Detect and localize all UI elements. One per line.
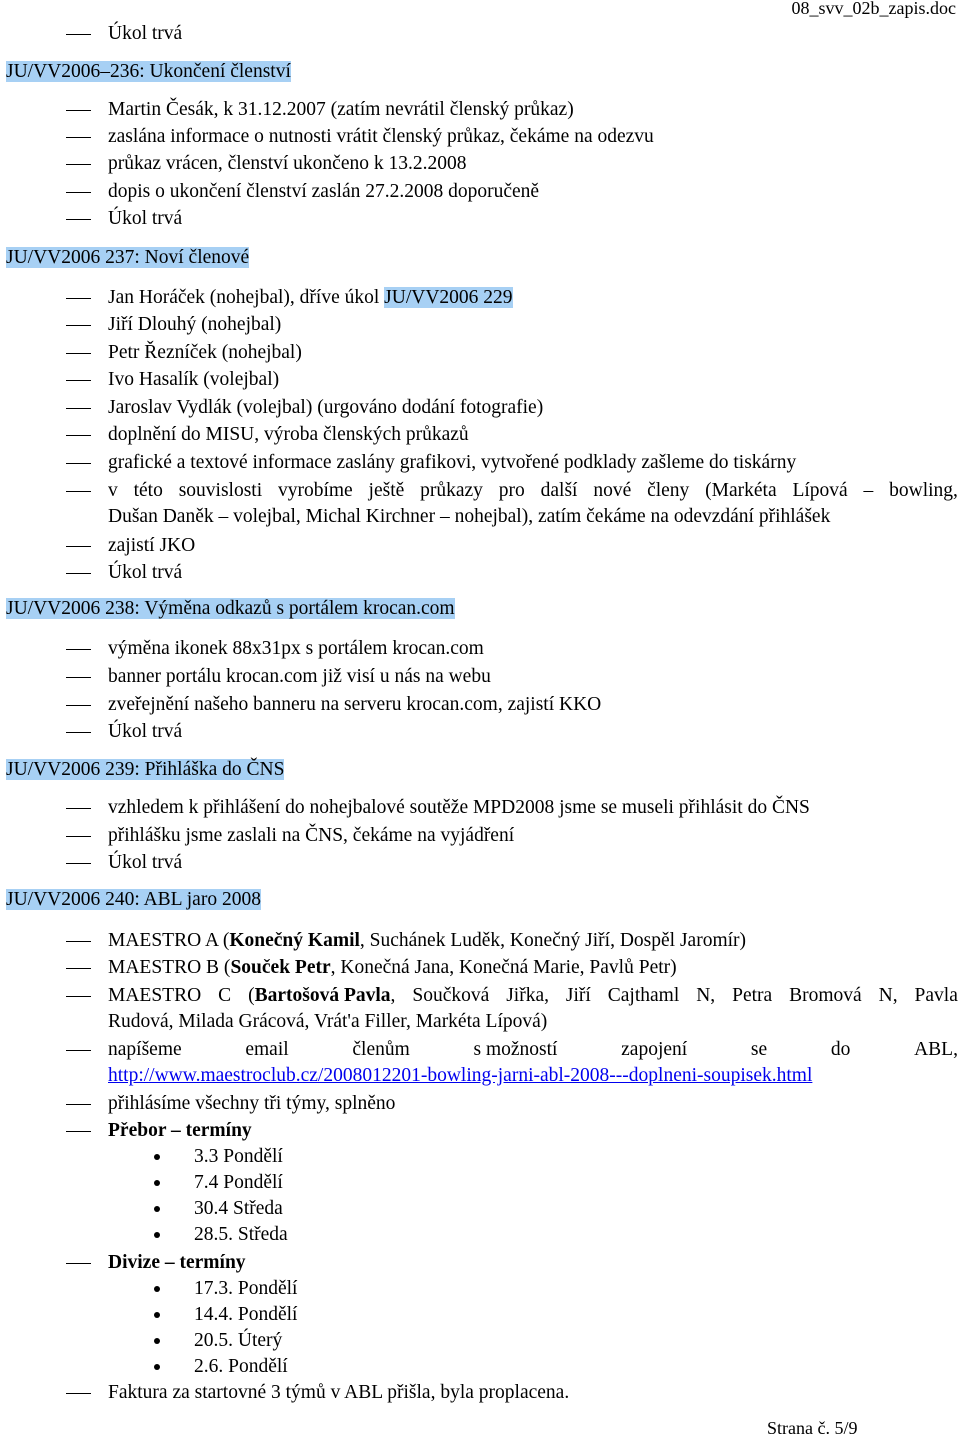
date-item: 2.6. Pondělí	[194, 1356, 288, 1377]
dash-marker	[66, 941, 91, 942]
dash-marker	[66, 649, 91, 650]
list-item: Ivo Hasalík (volejbal)	[108, 369, 280, 390]
dash-marker	[66, 1263, 91, 1264]
bullet-icon	[154, 1338, 160, 1344]
section-heading-240: JU/VV2006 240: ABL jaro 2008	[6, 889, 261, 910]
list-item: dopis o ukončení členství zaslán 27.2.2008 doporučeně	[108, 181, 540, 202]
divize-title: Divize – termíny	[108, 1252, 246, 1273]
section-heading-237: JU/VV2006 237: Noví členové	[6, 247, 250, 268]
section-heading-238: JU/VV2006 238: Výměna odkazů s portálem krocan.com	[6, 598, 455, 619]
status-item: Úkol trvá	[108, 852, 183, 873]
list-item: grafické a textové informace zaslány grafikovi, vytvořené podklady zašleme do tiskárny	[108, 452, 797, 473]
dash-marker	[66, 863, 91, 864]
list-item: banner portálu krocan.com již visí u nás na webu	[108, 666, 491, 687]
dash-marker	[66, 1050, 91, 1051]
status-item: Úkol trvá	[108, 562, 183, 583]
date-item: 30.4 Středa	[194, 1198, 283, 1219]
list-item: zaslána informace o nutnosti vrátit členský průkaz, čekáme na odezvu	[108, 126, 654, 147]
bullet-icon	[154, 1232, 160, 1238]
justified-row: v této souvislosti vyrobíme ještě průkazy pro další nové členy (Markéta Lípová – bowling,	[108, 480, 958, 501]
list-item-email	[108, 1037, 958, 1089]
list-item: Faktura za startovné 3 týmů v ABL přišla, byla proplacena.	[108, 1382, 570, 1403]
dash-marker	[66, 353, 91, 354]
dash-marker	[66, 164, 91, 165]
dash-marker	[66, 137, 91, 138]
dash-marker	[66, 705, 91, 706]
bullet-icon	[154, 1286, 160, 1292]
dash-marker	[66, 1131, 91, 1132]
dash-marker	[66, 1393, 91, 1394]
dash-marker	[66, 546, 91, 547]
list-item: Jan Horáček (nohejbal), dříve úkol JU/VV2006 229	[108, 287, 513, 308]
dash-marker	[66, 732, 91, 733]
list-item-team-c: MAESTRO C (Bartošová Pavla, Součková Jiřka, Jiří Cajthaml N, Petra Bromová N, Pavla Rudová, Milada Grácová, Vrát'a Filler, Markéta Lípová)	[108, 985, 958, 1032]
maestroclub-link[interactable]: http://www.maestroclub.cz/2008012201-bowling-jarni-abl-2008---doplneni-soupisek.html	[108, 1065, 813, 1086]
list-item: doplnění do MISU, výroba členských průkazů	[108, 424, 469, 445]
bullet-icon	[154, 1206, 160, 1212]
list-item-justified: v této souvislosti vyrobíme ještě průkazy pro další nové členy (Markéta Lípová – bowling, Dušan Daněk – volejbal, Michal Kirchner – nohejbal), zatím čekáme na odevzdání přihlášek	[108, 480, 958, 527]
dash-marker	[66, 463, 91, 464]
prebor-title: Přebor – termíny	[108, 1120, 252, 1141]
dash-marker	[66, 380, 91, 381]
list-item: Jaroslav Vydlák (volejbal) (urgováno dodání fotografie)	[108, 397, 544, 418]
document-filename: 08_svv_02b_zapis.doc	[791, 0, 956, 18]
list-item: zveřejnění našeho banneru na serveru krocan.com, zajistí KKO	[108, 694, 602, 715]
date-item: 28.5. Středa	[194, 1224, 288, 1245]
date-item: 17.3. Pondělí	[194, 1278, 298, 1299]
list-item-team-b: MAESTRO B (Souček Petr, Konečná Jana, Konečná Marie, Pavlů Petr)	[108, 957, 677, 978]
bullet-icon	[154, 1180, 160, 1186]
list-item: Jiří Dlouhý (nohejbal)	[108, 314, 282, 335]
dash-marker	[66, 325, 91, 326]
dash-marker	[66, 34, 91, 35]
list-item: průkaz vrácen, členství ukončeno k 13.2.2008	[108, 153, 467, 174]
dash-marker	[66, 298, 91, 299]
dash-marker	[66, 408, 91, 409]
dash-marker	[66, 435, 91, 436]
dash-marker	[66, 573, 91, 574]
date-item: 14.4. Pondělí	[194, 1304, 298, 1325]
bullet-icon	[154, 1364, 160, 1370]
justified-row: napíšeme email členům s možností zapojení se do ABL,	[108, 1039, 958, 1060]
dash-marker	[66, 219, 91, 220]
list-item: přihlásíme všechny tři týmy, splněno	[108, 1093, 396, 1114]
status-item: Úkol trvá	[108, 208, 183, 229]
section-heading-239: JU/VV2006 239: Přihláška do ČNS	[6, 759, 285, 780]
status-item: Úkol trvá	[108, 721, 183, 742]
list-item: výměna ikonek 88x31px s portálem krocan.com	[108, 638, 484, 659]
bullet-icon	[154, 1154, 160, 1160]
dash-marker	[66, 836, 91, 837]
dash-marker	[66, 996, 91, 997]
date-item: 20.5. Úterý	[194, 1330, 283, 1351]
page-number: Strana č. 5/9	[767, 1418, 858, 1438]
list-item: Petr Řezníček (nohejbal)	[108, 342, 302, 363]
list-item: zajistí JKO	[108, 535, 196, 556]
dash-marker	[66, 808, 91, 809]
dash-marker	[66, 1104, 91, 1105]
dash-marker	[66, 110, 91, 111]
status-item: Úkol trvá	[108, 23, 183, 44]
date-item: 3.3 Pondělí	[194, 1146, 283, 1167]
dash-marker	[66, 192, 91, 193]
list-item: přihlášku jsme zaslali na ČNS, čekáme na vyjádření	[108, 825, 515, 846]
list-item: vzhledem k přihlášení do nohejbalové soutěže MPD2008 jsme se museli přihlásit do ČNS	[108, 797, 810, 818]
dash-marker	[66, 677, 91, 678]
list-item: Martin Česák, k 31.12.2007 (zatím nevrátil členský průkaz)	[108, 99, 574, 120]
list-item-team-a: MAESTRO A (Konečný Kamil, Suchánek Luděk, Konečný Jiří, Dospěl Jaromír)	[108, 930, 747, 951]
date-item: 7.4 Pondělí	[194, 1172, 283, 1193]
dash-marker	[66, 491, 91, 492]
section-heading-236: JU/VV2006–236: Ukončení členství	[6, 61, 291, 82]
bullet-icon	[154, 1312, 160, 1318]
justified-row: MAESTRO C (Bartošová Pavla, Součková Jiřka, Jiří Cajthaml N, Petra Bromová N, Pavla	[108, 985, 958, 1006]
dash-marker	[66, 968, 91, 969]
task-reference: JU/VV2006 229	[384, 287, 513, 308]
